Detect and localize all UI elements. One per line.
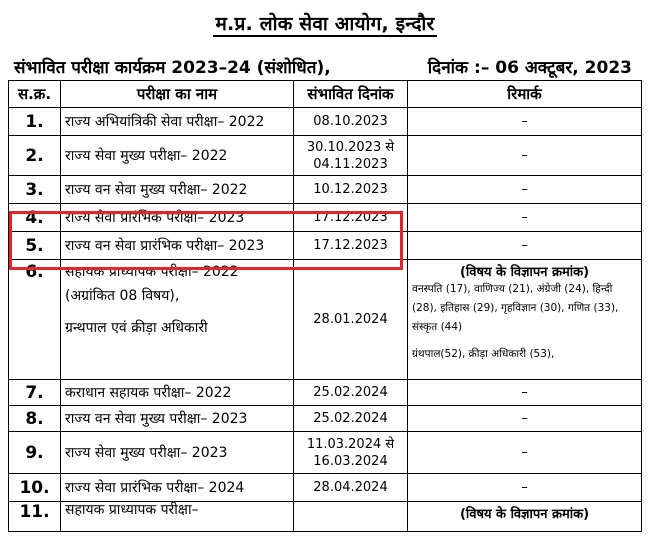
row-exam-name: कराधान सहायक परीक्षा– 2022	[61, 380, 294, 406]
row-sn: 7.	[9, 380, 61, 406]
row-date: 10.12.2023	[294, 176, 408, 204]
row-date: 28.01.2024	[294, 260, 408, 380]
row-remark	[408, 502, 642, 532]
row-remark: –	[408, 380, 642, 406]
title-text: म.प्र. लोक सेवा आयोग, इन्दौर	[215, 13, 435, 35]
col-header-exam-name: परीक्षा का नाम	[61, 81, 294, 108]
page-title	[0, 10, 650, 36]
remark-heading: (विषय के विज्ञापन क्रमांक)	[459, 507, 590, 522]
row-date: 11.03.2024 से 16.03.2024	[294, 432, 408, 474]
row-remark: (विषय के विज्ञापन क्रमांक) वनस्पति (17), वाणिज्य (21), अंग्रेजी (24), हिन्दी (28), इतिहास (29), गृहविज्ञान (30), गणित (33), संस्कृत (44) ग्रंथपाल(52), क्रीड़ा अधिकारी (53),	[408, 260, 642, 380]
row-date	[294, 502, 408, 532]
table-header-row	[9, 81, 642, 108]
row-remark: –	[408, 204, 642, 232]
table-row	[9, 232, 642, 260]
col-header-date: संभावित दिनांक	[294, 81, 408, 108]
row-sn: 2.	[9, 136, 61, 176]
table-row	[9, 474, 642, 502]
row-remark: –	[408, 136, 642, 176]
row-exam-name: सहायक प्राध्यापक परीक्षा– 2022 (अग्रांकित 08 विषय), ग्रन्थपाल एवं क्रीड़ा अधिकारी	[61, 260, 294, 380]
table-row	[9, 136, 642, 176]
row-exam-name: राज्य सेवा मुख्य परीक्षा– 2023	[61, 432, 294, 474]
row-exam-name: राज्य सेवा मुख्य परीक्षा– 2022	[61, 136, 294, 176]
document-date: दिनांक :– 06 अक्टूबर, 2023	[427, 58, 632, 78]
table-row	[9, 380, 642, 406]
row-date: 25.02.2024	[294, 406, 408, 432]
row-sn: 10.	[9, 474, 61, 502]
remark-heading: (विषय के विज्ञापन क्रमांक)	[459, 265, 590, 280]
table-row	[9, 260, 642, 380]
row-sn: 11.	[9, 502, 61, 532]
row-sn: 3.	[9, 176, 61, 204]
row-date: 28.04.2024	[294, 474, 408, 502]
table-row	[9, 108, 642, 136]
row-remark: –	[408, 432, 642, 474]
row-date: 17.12.2023	[294, 204, 408, 232]
row-sn: 4.	[9, 204, 61, 232]
table-row	[9, 432, 642, 474]
row-date: 25.02.2024	[294, 380, 408, 406]
row-exam-name: सहायक प्राध्यापक परीक्षा–	[61, 502, 294, 532]
row-sn: 9.	[9, 432, 61, 474]
row-remark: –	[408, 474, 642, 502]
row-exam-name: राज्य वन सेवा मुख्य परीक्षा– 2023	[61, 406, 294, 432]
row-exam-name: राज्य वन सेवा प्रारंभिक परीक्षा– 2023	[61, 232, 294, 260]
row-remark: –	[408, 406, 642, 432]
table-row	[9, 406, 642, 432]
table-row	[9, 176, 642, 204]
exam-schedule-table	[8, 80, 642, 532]
row-remark: –	[408, 176, 642, 204]
row-exam-name: राज्य अभियांत्रिकी सेवा परीक्षा– 2022	[61, 108, 294, 136]
row-sn: 8.	[9, 406, 61, 432]
row-date: 30.10.2023 से 04.11.2023	[294, 136, 408, 176]
col-header-sn: स.क्र.	[9, 81, 61, 108]
row-sn: 1.	[9, 108, 61, 136]
table-row	[9, 204, 642, 232]
row-sn: 6.	[9, 260, 61, 380]
row-date: 08.10.2023	[294, 108, 408, 136]
schedule-subtitle: संभावित परीक्षा कार्यक्रम 2023–24 (संशोधित),	[14, 58, 331, 78]
row-exam-name: राज्य सेवा प्रारंभिक परीक्षा– 2024	[61, 474, 294, 502]
row-remark: –	[408, 232, 642, 260]
row-remark: –	[408, 108, 642, 136]
row-exam-name: राज्य सेवा प्रारंभिक परीक्षा– 2023	[61, 204, 294, 232]
row-exam-name: राज्य वन सेवा मुख्य परीक्षा– 2022	[61, 176, 294, 204]
row-date: 17.12.2023	[294, 232, 408, 260]
table-row	[9, 502, 642, 532]
row-sn: 5.	[9, 232, 61, 260]
col-header-remark: रिमार्क	[408, 81, 642, 108]
